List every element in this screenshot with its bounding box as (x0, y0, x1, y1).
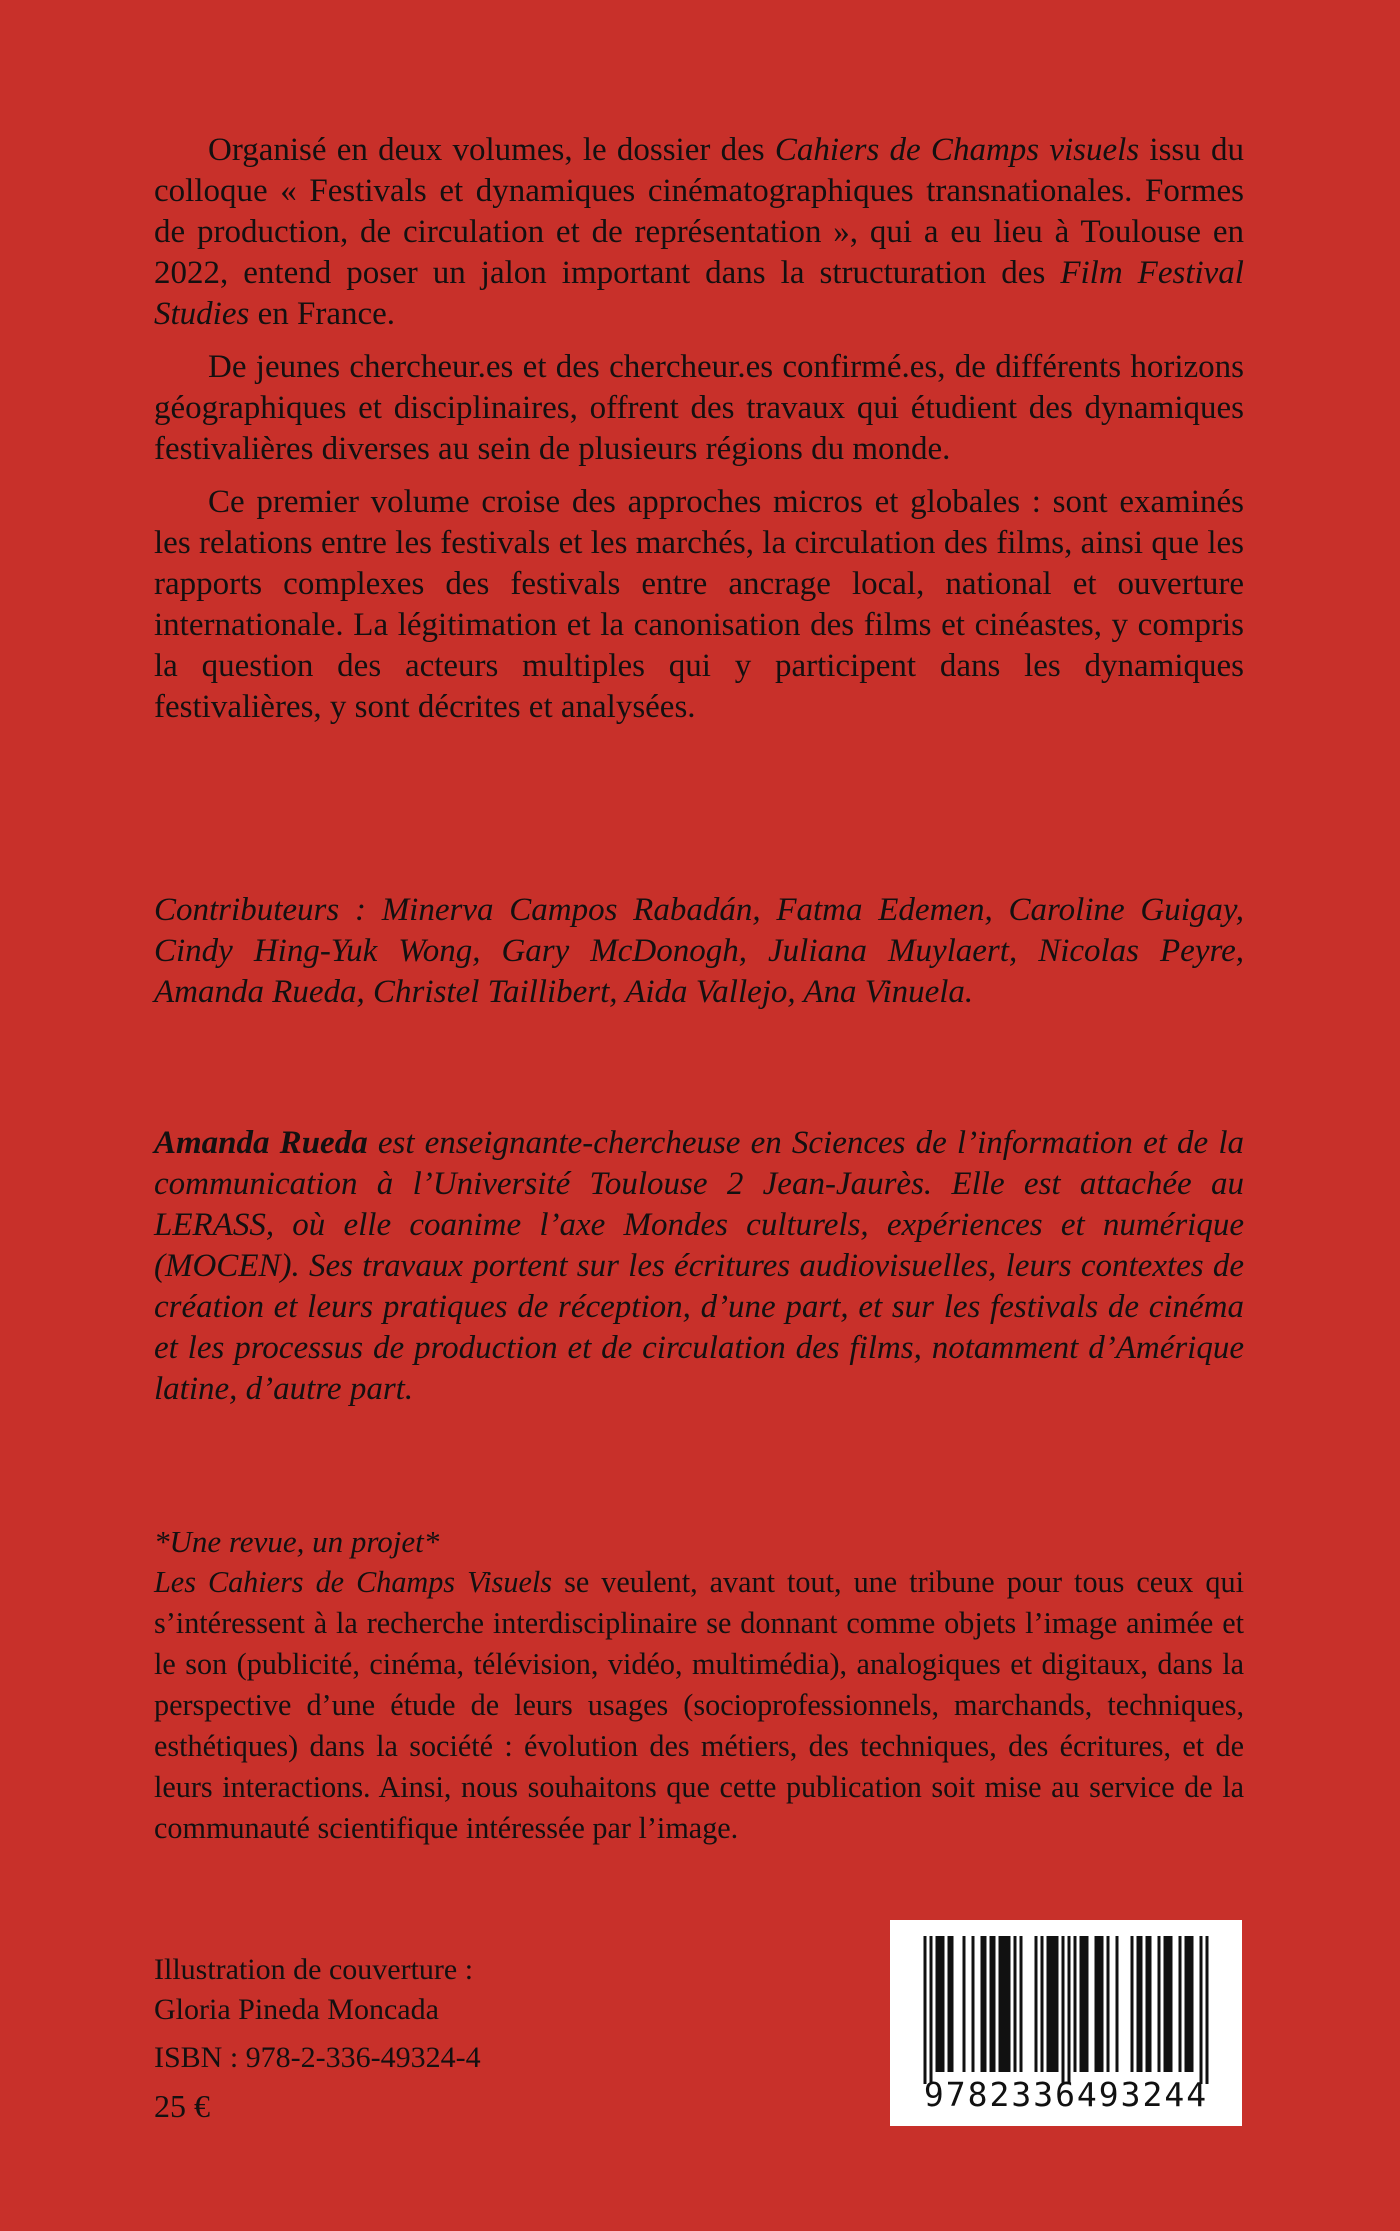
illustrator-name: Gloria Pineda Moncada (154, 1993, 439, 2026)
author-bio (154, 1123, 1244, 1410)
barcode-bar (1179, 1936, 1182, 2072)
colophon (154, 1950, 481, 2126)
barcode-bar (1200, 1936, 1203, 2084)
summary-section (154, 130, 1244, 728)
barcode-bar (1080, 1936, 1089, 2072)
barcode-bar (963, 1936, 966, 2072)
barcode-bar (1020, 1936, 1023, 2072)
barcode-bar (1158, 1936, 1161, 2072)
barcode-bar (1131, 1936, 1134, 2072)
barcode (890, 1920, 1242, 2126)
journal-name: Les Cahiers de Champs Visuels (154, 1565, 553, 1599)
summary-paragraph-1 (154, 130, 1244, 335)
journal-description (154, 1562, 1244, 1849)
barcode-bar (999, 1936, 1011, 2072)
author-bio-text: est enseignante-chercheuse en Sciences de l’information et de la communication à l’Université Toulouse 2 Jean-Jaurès. Elle est attachée au LERASS, où elle coanime l’axe Mondes culturels, expériences et numérique (MOCEN). Ses travaux portent sur les écritures audiovisuelles, leurs contextes de création et leurs pratiques de réception, d’une part, et sur les festivals de cinéma et les processus de production et de circulation des films, notamment d’Amérique latine, d’autre part. (154, 1125, 1245, 1407)
summary-text: Organisé en deux volumes, le dossier des (208, 132, 775, 168)
barcode-bar (1014, 1936, 1017, 2072)
barcode-bar (990, 1936, 996, 2072)
barcode-bar (1074, 1936, 1077, 2072)
journal-description-text: se veulent, avant tout, une tribune pour tous ceux qui s’intéressent à la recherche interdisciplinaire se donnant comme objets l’image animée et le son (publicité, cinéma, télévision, vidéo, multimédia), analogiques et digitaux, dans la perspective d’une étude de leurs usages (socioprofessionnels, marchands, techniques, esthétiques) dans la société : évolution des métiers, des techniques, des écritures, et de leurs interactions. Ainsi, nous souhaitons que cette publication soit mise au service de la communauté scientifique intéressée par l’image. (154, 1565, 1244, 1845)
barcode-bar (1164, 1936, 1173, 2072)
barcode-bar (930, 1936, 933, 2084)
barcode-bar (1041, 1936, 1044, 2072)
contributors-section (154, 890, 1244, 1013)
summary-text: issu du colloque « Festivals et dynamiques cinématographiques transnationales. Formes de production, de circulation et de représentation », qui a eu lieu à Toulouse en 2022, entend poser un jalon important dans la structuration des (154, 132, 1244, 291)
barcode-bar (1137, 1936, 1143, 2072)
barcode-bar (1068, 1936, 1071, 2084)
field-name: Film Festival Studies (154, 255, 1244, 332)
barcode-bar (1146, 1936, 1152, 2072)
contributors-list: Contributeurs : Minerva Campos Rabadán, Fatma Edemen, Caroline Guigay, Cindy Hing-Yuk Wong, Gary McDonogh, Juliana Muylaert, Nicolas Peyre, Amanda Rueda, Christel Taillibert, Aida Vallejo, Ana Vinuela. (154, 892, 1244, 1010)
barcode-bar (1035, 1936, 1038, 2072)
barcode-bar (1107, 1936, 1110, 2072)
barcode-bar (981, 1936, 987, 2072)
barcode-bar (972, 1936, 975, 2072)
barcode-bar (924, 1936, 927, 2084)
illustration-label: Illustration de couverture : (154, 1953, 474, 1986)
barcode-bar (1062, 1936, 1065, 2084)
barcode-bar (1185, 1936, 1194, 2072)
author-name: Amanda Rueda (154, 1125, 368, 1161)
barcode-bar (948, 1936, 954, 2072)
barcode-bar (1047, 1936, 1059, 2072)
summary-paragraph-3: Ce premier volume croise des approches micros et globales : sont examinés les relations entre les festivals et les marchés, la circulation des films, ainsi que les rapports complexes des festivals entre ancrage local, national et ouverture internationale. La légitimation et la canonisation des films et cinéastes, y compris la question des acteurs multiples qui y participent dans les dynamiques festivalières, y sont décrites et analysées. (154, 484, 1244, 725)
journal-heading: *Une revue, un projet* (154, 1524, 440, 1559)
barcode-bar (936, 1936, 945, 2072)
summary-paragraph-2: De jeunes chercheur.es et des chercheur.es confirmé.es, de différents horizons géographiques et disciplinaires, offrent des travaux qui étudient des dynamiques festivalières diverses au sein de plusieurs régions du monde. (154, 349, 1244, 467)
barcode-bar (1206, 1936, 1209, 2084)
barcode-bar (1116, 1936, 1119, 2072)
barcode-number: 9782336493244 (923, 2075, 1209, 2114)
price: 25 € (154, 2088, 210, 2124)
journal-section (154, 1522, 1244, 1849)
summary-text: en France. (249, 296, 396, 332)
author-section (154, 1123, 1244, 1410)
barcode-bar (1095, 1936, 1104, 2072)
isbn: ISBN : 978-2-336-49324-4 (154, 2041, 481, 2074)
journal-title: Cahiers de Champs visuels (774, 132, 1140, 168)
